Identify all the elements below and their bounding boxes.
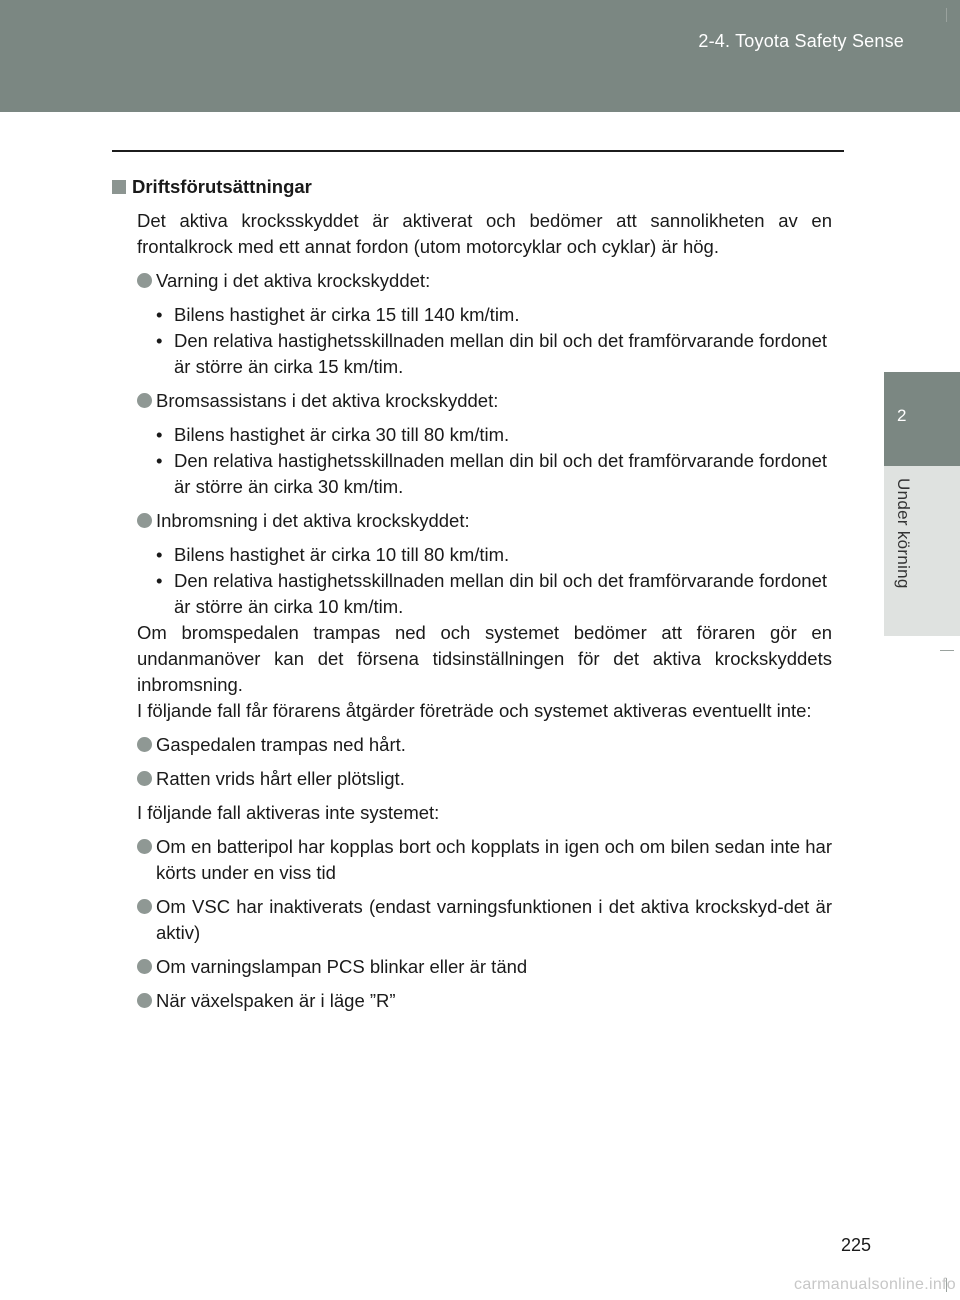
dot-bullet-icon: •: [156, 304, 163, 325]
list-item-text: Inbromsning i det aktiva krockskyddet:: [156, 510, 470, 531]
list-item: [137, 894, 832, 946]
sub-item-text: Den relativa hastighetsskillnaden mellan din bil och det framförvarande fordonet är större än cirka 30 km/tim.: [174, 450, 828, 497]
top-rule: [112, 150, 844, 152]
list-item: [137, 954, 832, 980]
dot-bullet-icon: •: [156, 450, 163, 471]
circle-bullet-icon: [137, 839, 152, 854]
chapter-tab: [884, 372, 960, 466]
circle-bullet-icon: [137, 737, 152, 752]
sub-item-text: Den relativa hastighetsskillnaden mellan din bil och det framförvarande fordonet är större än cirka 15 km/tim.: [174, 330, 828, 377]
sub-item-text: Bilens hastighet är cirka 30 till 80 km/tim.: [174, 424, 510, 445]
crop-mark: [940, 650, 954, 651]
driver-priority-paragraph: I följande fall får förarens åtgärder företräde och systemet aktiveras eventuellt inte:: [137, 700, 812, 721]
page-header: [0, 0, 960, 112]
square-bullet-icon: [112, 180, 126, 194]
circle-bullet-icon: [137, 959, 152, 974]
circle-bullet-icon: [137, 899, 152, 914]
list-item-text: När växelspaken är i läge ”R”: [156, 990, 396, 1011]
sub-item: [156, 302, 832, 328]
circle-bullet-icon: [137, 393, 152, 408]
sub-item: [156, 568, 832, 620]
sub-item-text: Bilens hastighet är cirka 10 till 80 km/tim.: [174, 544, 510, 565]
intro-paragraph: Det aktiva krocksskyddet är aktiverat och bedömer att sannolikheten av en frontalkrock med ett annat fordon (utom motorcyklar och cyklar) är hög.: [137, 210, 832, 257]
sub-item: [156, 422, 832, 448]
circle-bullet-icon: [137, 513, 152, 528]
brake-pedal-paragraph: Om bromspedalen trampas ned och systemet bedömer att föraren gör en undanmanöver kan det försena tidsinställningen för det aktiva krockskyddets inbromsning.: [137, 622, 832, 695]
circle-bullet-icon: [137, 273, 152, 288]
heading-text: Driftsförutsättningar: [132, 176, 312, 197]
chapter-number: 2: [897, 406, 907, 425]
list-item: [137, 834, 832, 886]
crop-mark: [946, 8, 947, 22]
sub-item-text: Bilens hastighet är cirka 15 till 140 km/tim.: [174, 304, 520, 325]
page-number: 225: [841, 1235, 872, 1255]
list-item-text: Gaspedalen trampas ned hårt.: [156, 734, 406, 755]
list-item-text: Om en batteripol har kopplas bort och kopplats in igen och om bilen sedan inte har körts under en viss tid: [156, 836, 832, 883]
not-activated-paragraph: I följande fall aktiveras inte systemet:: [137, 802, 440, 823]
watermark: carmanualsonline.info: [794, 1276, 956, 1293]
sub-item: [156, 448, 832, 500]
list-item-text: Ratten vrids hårt eller plötsligt.: [156, 768, 405, 789]
circle-bullet-icon: [137, 771, 152, 786]
circle-bullet-icon: [137, 993, 152, 1008]
list-item-text: Om varningslampan PCS blinkar eller är tänd: [156, 956, 528, 977]
list-item-text: Varning i det aktiva krockskyddet:: [156, 270, 431, 291]
sub-item-text: Den relativa hastighetsskillnaden mellan din bil och det framförvarande fordonet är större än cirka 10 km/tim.: [174, 570, 828, 617]
dot-bullet-icon: •: [156, 330, 163, 351]
list-item: [137, 508, 832, 534]
sub-item: [156, 542, 832, 568]
list-item: [137, 268, 832, 294]
chapter-label: Under körning: [894, 478, 913, 589]
list-item: [137, 388, 832, 414]
list-item-text: Om VSC har inaktiverats (endast varningsfunktionen i det aktiva krockskyd-det är aktiv): [156, 896, 832, 943]
dot-bullet-icon: •: [156, 544, 163, 565]
list-item: [137, 766, 832, 792]
list-item: [137, 732, 832, 758]
list-item: [137, 988, 832, 1014]
section-title: 2-4. Toyota Safety Sense: [698, 31, 904, 51]
section-heading: [112, 174, 832, 200]
page-content: [112, 174, 832, 1022]
dot-bullet-icon: •: [156, 424, 163, 445]
dot-bullet-icon: •: [156, 570, 163, 591]
sub-item: [156, 328, 832, 380]
list-item-text: Bromsassistans i det aktiva krockskyddet:: [156, 390, 499, 411]
